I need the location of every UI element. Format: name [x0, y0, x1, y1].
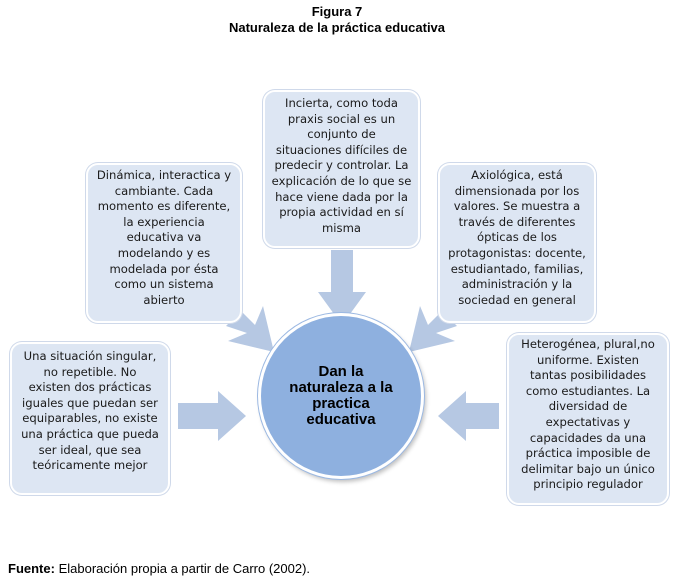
- figure-subtitle: Naturaleza de la práctica educativa: [228, 20, 446, 35]
- figure-title: Figura 7: [311, 4, 363, 19]
- source-label: Fuente:: [8, 561, 55, 576]
- box-axiologica: Axiológica, está dimensionada por los valores. Se muestra a través de diferentes ópticas de los protagonistas: docente, estudiantado, familias, administración y la sociedad en general: [438, 163, 596, 323]
- source-text: Elaboración propia a partir de Carro (2002).: [54, 561, 311, 576]
- box-heterogenea: Heterogénea, plural,no uniforme. Existen tantas posibilidades como estudiantes. La diversidad de expectativas y capacidades da una práctica imposible de delimitar bajo un único principio regulador: [507, 333, 669, 505]
- arrow-left-right: [438, 391, 499, 441]
- box-situacion-singular: Una situación singular, no repetible. No existen dos prácticas iguales que puedan ser equiparables, no existe una práctica que pueda ser ideal, que sea teóricamente mejor: [10, 342, 170, 495]
- box-incierta: Incierta, como toda praxis social es un conjunto de situaciones difíciles de predecir y controlar. La explicación de lo que se hace viene dada por la propia actividad en sí misma: [263, 90, 420, 248]
- source-note: [8, 561, 310, 576]
- arrow-right-left: [178, 391, 246, 441]
- center-circle: Dan la naturaleza a la practica educativa: [258, 313, 424, 479]
- box-dinamica: Dinámica, interactica y cambiante. Cada momento es diferente, la experiencia educativa va modelando y es modelada por ésta como un sistema abierto: [86, 163, 242, 323]
